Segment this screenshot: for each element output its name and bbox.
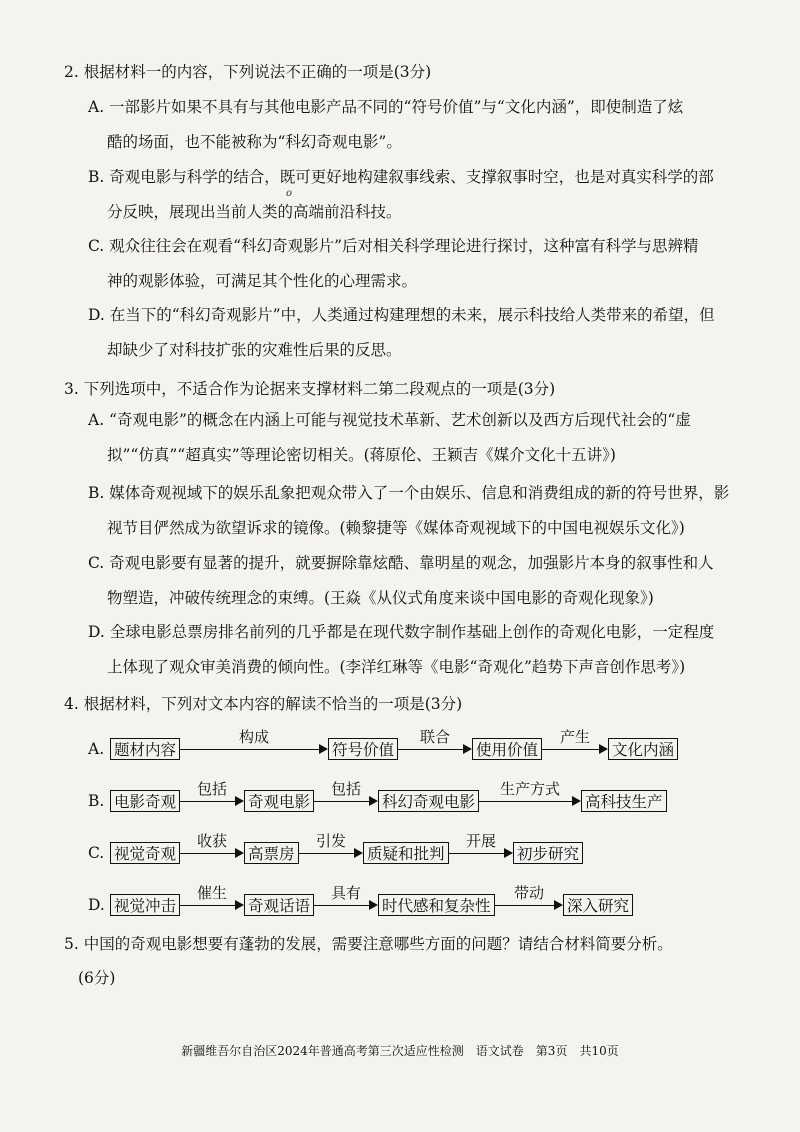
arrow-line bbox=[299, 853, 355, 854]
arrowhead-icon bbox=[235, 796, 244, 806]
chain-box: 使用价值 bbox=[472, 738, 542, 760]
chain-arrow bbox=[180, 884, 244, 920]
chain-box: 高票房 bbox=[244, 842, 299, 864]
arrow-label: 具有 bbox=[330, 884, 361, 902]
chain-box: 奇观话语 bbox=[244, 894, 314, 916]
chain-box: 奇观电影 bbox=[244, 790, 314, 812]
chain-arrow bbox=[495, 884, 563, 920]
chain-box: 文化内涵 bbox=[608, 738, 678, 760]
q3-option-d-line1: D. 全球电影总票房排名前列的几乎都是在现代数字制作基础上创作的奇观化电影，一定程度 bbox=[88, 623, 715, 641]
chain-box: 视觉冲击 bbox=[110, 894, 180, 916]
q3-option-c bbox=[88, 546, 748, 616]
arrow-line bbox=[180, 905, 236, 906]
q2-option-c-line1: C. 观众往往会在观看“科幻奇观影片”后对相关科学理论进行探讨，这种富有科学与思辨精 bbox=[88, 237, 699, 255]
arrow-label: 收获 bbox=[196, 832, 227, 850]
q3-option-a-line2: 拟”“仿真”“超真实”等理论密切相关。(蒋原伦、王颖吉《媒介文化十五讲》) bbox=[107, 446, 616, 464]
chain-arrow bbox=[314, 884, 378, 920]
chain-box: 视觉奇观 bbox=[110, 842, 180, 864]
q2-option-a-line2: 酷的场面，也不能被称为“科幻奇观电影”。 bbox=[107, 133, 402, 151]
chain-letter: C. bbox=[88, 844, 105, 862]
q2-option-c bbox=[88, 229, 748, 299]
arrow-line bbox=[495, 905, 555, 906]
chain-arrow bbox=[314, 780, 378, 816]
arrow-line bbox=[180, 749, 320, 750]
arrow-label: 构成 bbox=[238, 728, 269, 746]
q2-option-b-line1: B. 奇观电影与科学的结合，既可更好地构建叙事线索、支撑叙事时空，也是对真实科学的部 bbox=[88, 168, 714, 186]
arrow-label: 带动 bbox=[513, 884, 544, 902]
q3-option-a bbox=[88, 403, 748, 473]
arrow-label: 包括 bbox=[330, 780, 361, 798]
chain-box: 电影奇观 bbox=[110, 790, 180, 812]
arrowhead-icon bbox=[235, 900, 244, 910]
chain-arrow bbox=[398, 728, 472, 764]
arrow-line bbox=[180, 853, 236, 854]
arrowhead-icon bbox=[354, 848, 363, 858]
chain-box: 符号价值 bbox=[328, 738, 398, 760]
chain-arrow bbox=[180, 832, 244, 868]
question-2-stem: 2. 根据材料一的内容，下列说法不正确的一项是(3分) bbox=[64, 63, 432, 81]
q3-option-b bbox=[88, 476, 748, 546]
arrow-line bbox=[542, 749, 600, 750]
q4-chain-b bbox=[88, 780, 748, 816]
arrow-line bbox=[449, 853, 505, 854]
chain-box: 深入研究 bbox=[563, 894, 633, 916]
question-5-stem: 5. 中国的奇观电影想要有蓬勃的发展，需要注意哪些方面的问题？请结合材料简要分析。 bbox=[64, 935, 673, 953]
chain-arrow bbox=[449, 832, 513, 868]
question-3-stem: 3. 下列选项中，不适合作为论据来支撑材料二第二段观点的一项是(3分) bbox=[64, 380, 556, 398]
q3-option-d-line2: 上体现了观众审美消费的倾向性。(李洋红琳等《电影“奇观化”趋势下声音创作思考》) bbox=[107, 658, 686, 676]
arrow-line bbox=[314, 801, 370, 802]
question-4-stem: 4. 根据材料，下列对文本内容的解读不恰当的一项是(3分) bbox=[64, 695, 463, 713]
page-footer: 新疆维吾尔自治区2024年普通高考第三次适应性检测 语文试卷 第3页 共10页 bbox=[181, 1044, 619, 1058]
chain-letter: B. bbox=[88, 792, 105, 810]
chain-box: 时代感和复杂性 bbox=[378, 894, 495, 916]
chain-box: 初步研究 bbox=[513, 842, 583, 864]
handwritten-mark: o bbox=[286, 188, 293, 199]
chain-arrow bbox=[542, 728, 608, 764]
chain-arrow bbox=[180, 780, 244, 816]
q3-option-d bbox=[88, 615, 748, 685]
arrow-label: 产生 bbox=[559, 728, 590, 746]
arrowhead-icon bbox=[554, 900, 563, 910]
q4-chain-c bbox=[88, 832, 748, 868]
chain-arrow bbox=[299, 832, 363, 868]
q2-option-d bbox=[88, 298, 748, 368]
q3-option-b-line2: 视节目俨然成为欲望诉求的镜像。(赖黎捷等《媒体奇观视域下的中国电视娱乐文化》) bbox=[107, 519, 685, 537]
chain-letter: A. bbox=[88, 740, 105, 758]
arrowhead-icon bbox=[504, 848, 513, 858]
q4-chain-d bbox=[88, 884, 748, 920]
arrow-label: 催生 bbox=[196, 884, 227, 902]
q3-option-c-line2: 物塑造，冲破传统理念的束缚。(王焱《从仪式角度来谈中国电影的奇观化现象》) bbox=[107, 589, 654, 607]
q2-option-a bbox=[88, 90, 748, 160]
chain-letter: D. bbox=[88, 896, 105, 914]
arrow-label: 生产方式 bbox=[499, 780, 560, 798]
chain-box: 质疑和批判 bbox=[363, 842, 449, 864]
chain-box: 科幻奇观电影 bbox=[378, 790, 479, 812]
arrow-label: 开展 bbox=[465, 832, 496, 850]
arrow-line bbox=[314, 905, 370, 906]
arrow-label: 包括 bbox=[196, 780, 227, 798]
arrowhead-icon bbox=[572, 796, 581, 806]
q2-option-d-line2: 却缺少了对科技扩张的灾难性后果的反思。 bbox=[107, 341, 402, 359]
q2-option-b bbox=[88, 160, 748, 230]
q4-chain-a bbox=[88, 728, 748, 764]
arrow-line bbox=[398, 749, 464, 750]
q2-option-a-line1: A. 一部影片如果不具有与其他电影产品不同的“符号价值”与“文化内涵”，即使制造了炫 bbox=[88, 98, 684, 116]
q3-option-c-line1: C. 奇观电影要有显著的提升，就要摒除靠炫酷、靠明星的观念，加强影片本身的叙事性和人 bbox=[88, 554, 714, 572]
arrowhead-icon bbox=[369, 796, 378, 806]
arrow-label: 联合 bbox=[419, 728, 450, 746]
arrowhead-icon bbox=[319, 744, 328, 754]
arrow-line bbox=[479, 801, 573, 802]
chain-box: 高科技生产 bbox=[581, 790, 667, 812]
q2-option-c-line2: 神的观影体验，可满足其个性化的心理需求。 bbox=[107, 272, 418, 290]
chain-arrow bbox=[180, 728, 328, 764]
arrow-line bbox=[180, 801, 236, 802]
q2-option-b-line2: 分反映，展现出当前人类的高端前沿科技。 bbox=[107, 203, 402, 221]
chain-arrow bbox=[479, 780, 581, 816]
arrow-label: 引发 bbox=[315, 832, 346, 850]
arrowhead-icon bbox=[369, 900, 378, 910]
q2-option-d-line1: D. 在当下的“科幻奇观影片”中，人类通过构建理想的未来，展示科技给人类带来的希望，但 bbox=[88, 306, 715, 324]
arrowhead-icon bbox=[235, 848, 244, 858]
arrowhead-icon bbox=[599, 744, 608, 754]
chain-box: 题材内容 bbox=[110, 738, 180, 760]
q3-option-b-line1: B. 媒体奇观视域下的娱乐乱象把观众带入了一个由娱乐、信息和消费组成的新的符号世界，影 bbox=[88, 484, 730, 502]
arrowhead-icon bbox=[463, 744, 472, 754]
q3-option-a-line1: A. “奇观电影”的概念在内涵上可能与视觉技术革新、艺术创新以及西方后现代社会的“虚 bbox=[88, 411, 691, 429]
question-5-score: (6分) bbox=[78, 969, 116, 987]
